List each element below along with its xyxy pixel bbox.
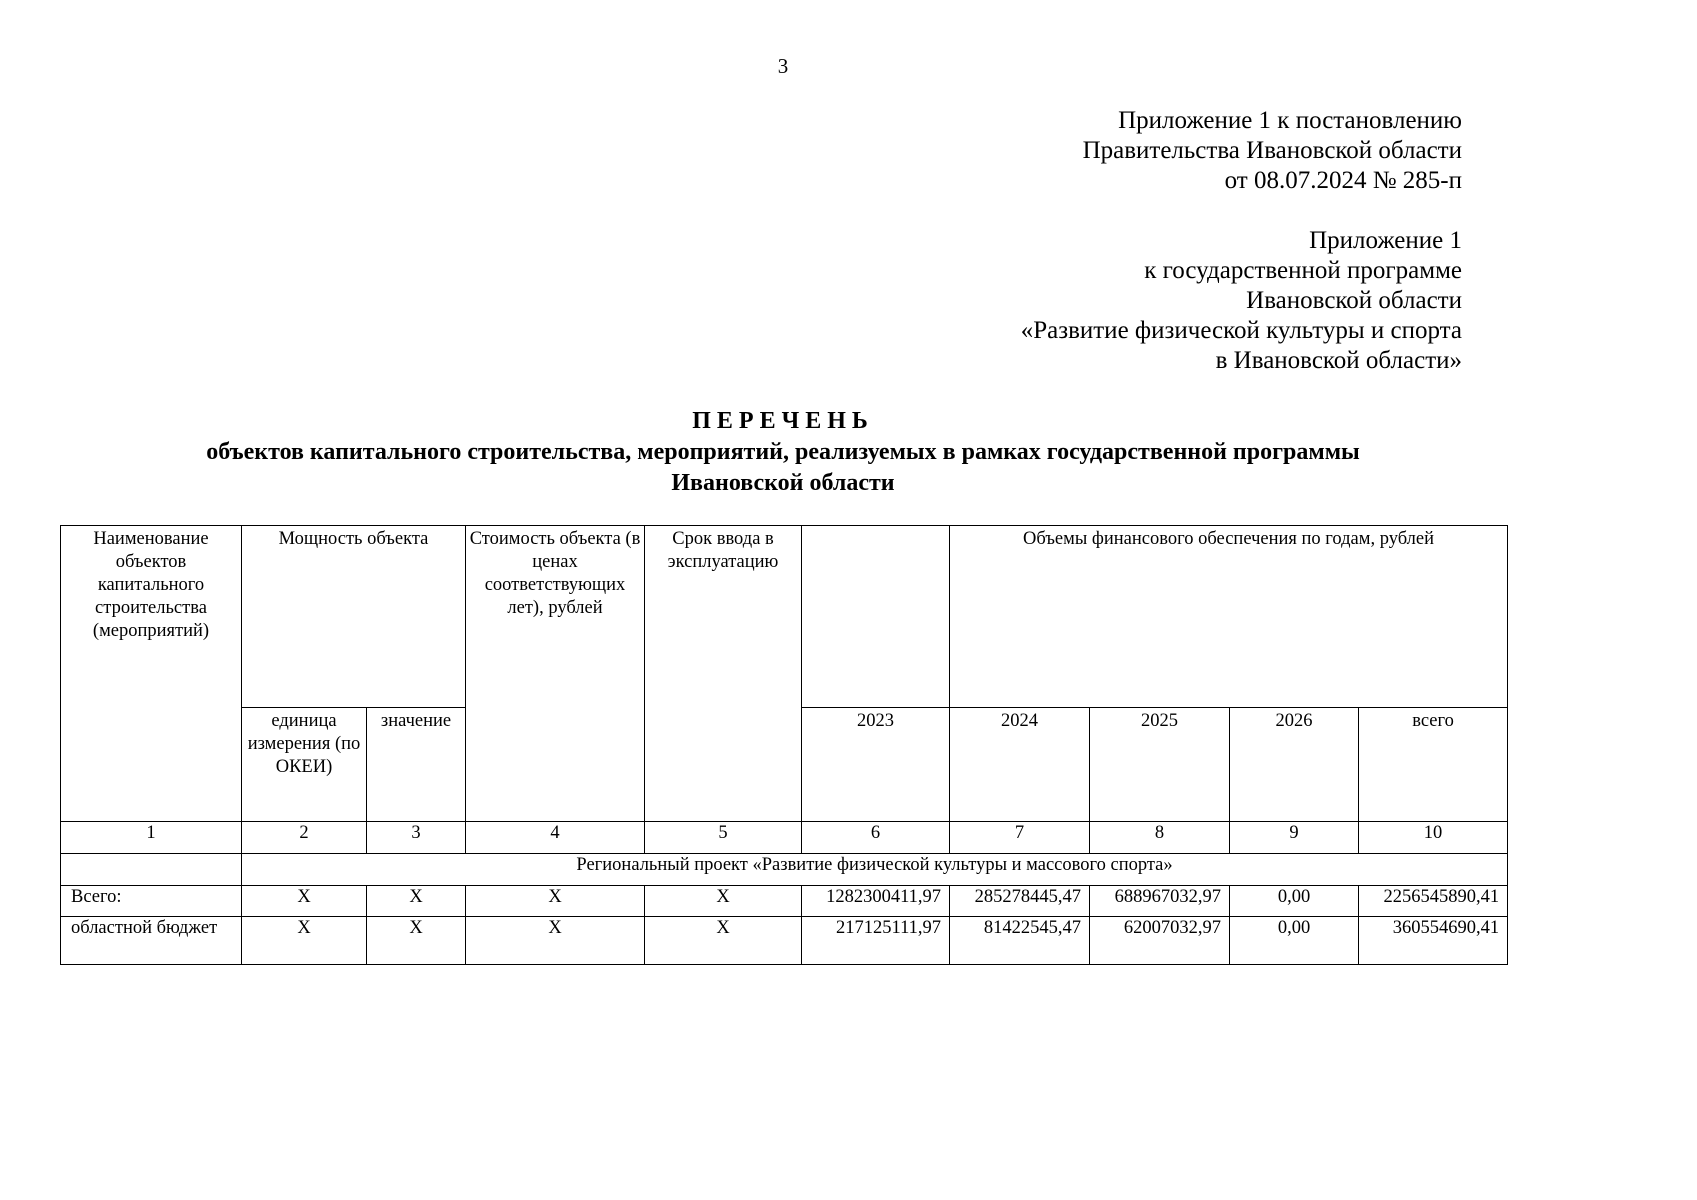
annex-program-line: Приложение 1 [1309, 227, 1462, 254]
annex-program-line: к государственной программе [1144, 257, 1462, 284]
row-amount-2023: 217125111,97 [802, 917, 950, 965]
annex-resolution-line: от 08.07.2024 № 285-п [1224, 167, 1462, 194]
row-label: областной бюджет [61, 917, 242, 965]
financing-table [60, 525, 1508, 965]
column-number: 8 [1090, 822, 1230, 854]
column-number: 6 [802, 822, 950, 854]
row-amount-2026: 0,00 [1230, 886, 1359, 917]
row-unit: Х [242, 886, 367, 917]
header-cost: Стоимость объекта (в ценах соответствующих лет), рублей [466, 526, 645, 822]
annex-resolution-line: Приложение 1 к постановлению [1118, 107, 1462, 134]
row-label: Всего: [61, 886, 242, 917]
annex-program-line: в Ивановской области» [1215, 347, 1462, 374]
section-empty-cell [61, 854, 242, 886]
row-cost: Х [466, 917, 645, 965]
row-cost: Х [466, 886, 645, 917]
row-amount-2024: 81422545,47 [950, 917, 1090, 965]
row-amount-2026: 0,00 [1230, 917, 1359, 965]
document-subtitle-2: Ивановской области [671, 470, 895, 496]
row-amount-2025: 62007032,97 [1090, 917, 1230, 965]
header-empty [802, 526, 950, 708]
header-year-2026: 2026 [1230, 708, 1359, 822]
column-number: 3 [367, 822, 466, 854]
annex-program-line: Ивановской области [1246, 287, 1462, 314]
section-title: Региональный проект «Развитие физической культуры и массового спорта» [242, 854, 1508, 886]
column-number: 7 [950, 822, 1090, 854]
document-subtitle: объектов капитального строительства, мероприятий, реализуемых в рамках государственной программы [206, 439, 1360, 465]
row-unit: Х [242, 917, 367, 965]
annex-resolution-block [1083, 106, 1462, 196]
header-capacity: Мощность объекта [242, 526, 466, 708]
header-unit: единица измерения (по ОКЕИ) [242, 708, 367, 822]
header-year-2025: 2025 [1090, 708, 1230, 822]
row-value: Х [367, 886, 466, 917]
header-name: Наименование объектов капитального строительства (мероприятий) [61, 526, 242, 822]
row-amount-2023: 1282300411,97 [802, 886, 950, 917]
header-year-2023: 2023 [802, 708, 950, 822]
document-title: ПЕРЕЧЕНЬ [692, 408, 874, 434]
row-amount-2025: 688967032,97 [1090, 886, 1230, 917]
row-commissioning: Х [645, 917, 802, 965]
column-number: 10 [1359, 822, 1508, 854]
header-total: всего [1359, 708, 1508, 822]
page-number: 3 [777, 54, 789, 78]
column-number: 9 [1230, 822, 1359, 854]
annex-resolution-line: Правительства Ивановской области [1082, 137, 1462, 164]
row-value: Х [367, 917, 466, 965]
row-amount-2024: 285278445,47 [950, 886, 1090, 917]
header-value: значение [367, 708, 466, 822]
row-commissioning: Х [645, 886, 802, 917]
header-year-2024: 2024 [950, 708, 1090, 822]
column-number: 4 [466, 822, 645, 854]
row-amount-total: 360554690,41 [1359, 917, 1508, 965]
column-number: 2 [242, 822, 367, 854]
column-number: 1 [61, 822, 242, 854]
annex-program-line: «Развитие физической культуры и спорта [1020, 317, 1462, 344]
header-commissioning: Срок ввода в эксплуатацию [645, 526, 802, 822]
annex-program-block [1021, 226, 1462, 376]
column-number: 5 [645, 822, 802, 854]
header-financing: Объемы финансового обеспечения по годам, рублей [950, 526, 1508, 708]
row-amount-total: 2256545890,41 [1359, 886, 1508, 917]
